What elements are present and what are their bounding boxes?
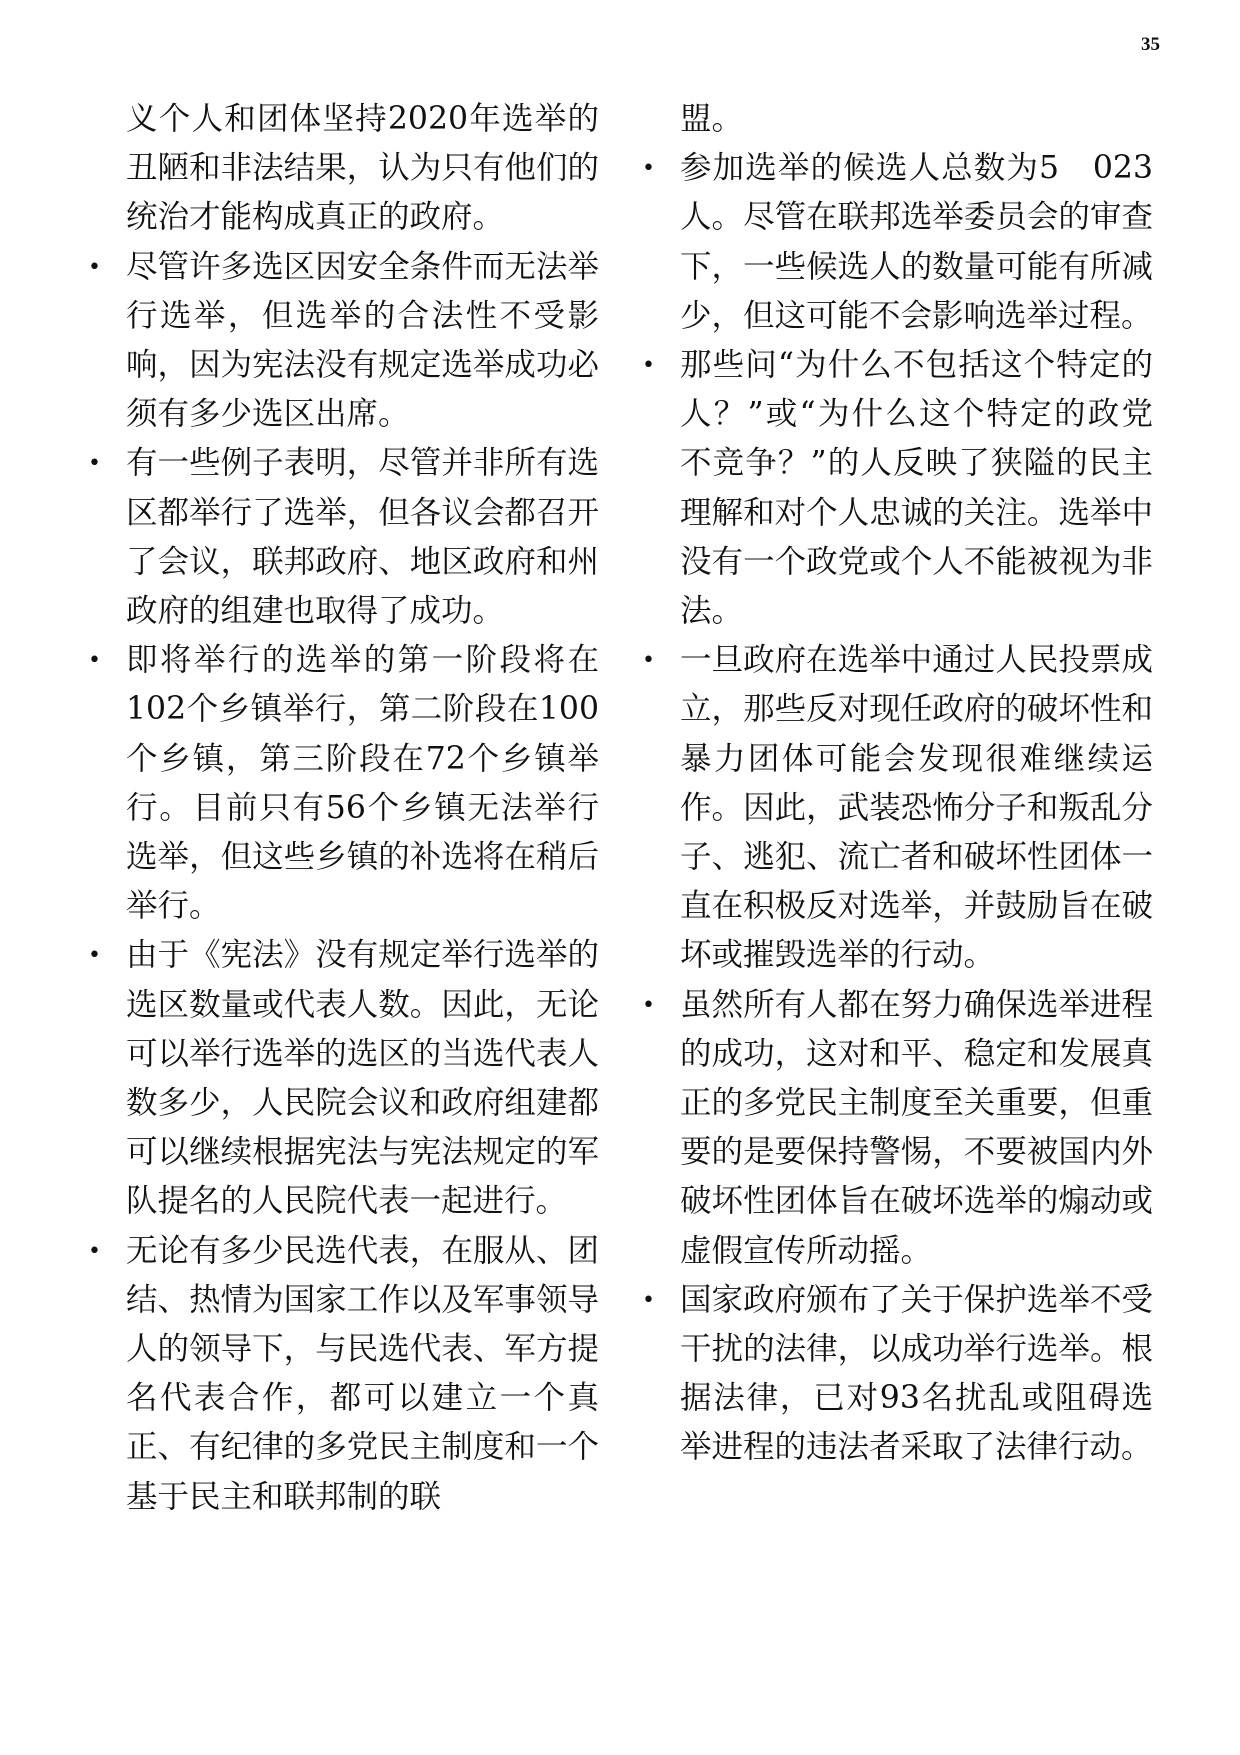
bullet-icon: •: [88, 648, 101, 674]
bullet-icon: •: [642, 648, 655, 674]
list-item: [642, 144, 1153, 341]
bullet-icon: •: [642, 1287, 655, 1313]
right-column: [642, 95, 1153, 1473]
list-item: [88, 439, 599, 636]
list-item: [642, 981, 1153, 1276]
list-item: [88, 931, 599, 1226]
list-item: [642, 636, 1153, 980]
list-item: [642, 1276, 1153, 1473]
list-item-text: 由于《宪法》没有规定举行选举的选区数量或代表人数。因此，无论可以举行选举的选区的当选代表人数多少，人民院会议和政府组建都可以继续根据宪法与宪法规定的军队提名的人民院代表一起进行。: [126, 937, 599, 1220]
list-item-text: 有一些例子表明，尽管并非所有选区都举行了选举，但各议会都召开了会议，联邦政府、地区政府和州政府的组建也取得了成功。: [126, 445, 599, 630]
list-item-text: 虽然所有人都在努力确保选举进程的成功，这对和平、稳定和发展真正的多党民主制度至关重要，但重要的是要保持警惕，不要被国内外破坏性团体旨在破坏选举的煽动或虚假宣传所动摇。: [680, 986, 1153, 1269]
bullet-icon: •: [88, 943, 101, 969]
bullet-icon: •: [88, 1238, 101, 1264]
list-item-text: 即将举行的选举的第一阶段将在102个乡镇举行，第二阶段在100个乡镇，第三阶段在72个乡镇举行。目前只有56个乡镇无法举行选举，但这些乡镇的补选将在稍后举行。: [126, 642, 599, 925]
list-item-text: 那些问“为什么不包括这个特定的人？”或“为什么这个特定的政党不竞争？”的人反映了狭隘的民主理解和对个人忠诚的关注。选举中没有一个政党或个人不能被视为非法。: [680, 347, 1153, 630]
list-item: [88, 243, 599, 440]
left-column: [88, 95, 599, 1522]
list-item-text: 国家政府颁布了关于保护选举不受干扰的法律，以成功举行选举。根据法律，已对93名扰乱或阻碍选举进程的违法者采取了法律行动。: [680, 1281, 1153, 1466]
list-item: [88, 1227, 599, 1522]
list-item-text: 参加选举的候选人总数为5 023人。尽管在联邦选举委员会的审查下，一些候选人的数量可能有所减少，但这可能不会影响选举过程。: [680, 150, 1153, 334]
list-item: [642, 341, 1153, 636]
bullet-icon: •: [642, 353, 655, 379]
list-item-text: 尽管许多选区因安全条件而无法举行选举，但选举的合法性不受影响，因为宪法没有规定选举成功必须有多少选区出席。: [126, 248, 599, 433]
continuation-paragraph: 义个人和团体坚持2020年选举的丑陋和非法结果，认为只有他们的统治才能构成真正的政府。: [126, 101, 599, 236]
page-number: 35: [1141, 34, 1160, 55]
list-item-text: 一旦政府在选举中通过人民投票成立，那些反对现任政府的破坏性和暴力团体可能会发现很难继续运作。因此，武装恐怖分子和叛乱分子、逃犯、流亡者和破坏性团体一直在积极反对选举，并鼓励旨在破坏或摧毁选举的行动。: [680, 642, 1153, 974]
continuation-paragraph: 盟。: [680, 101, 744, 137]
list-item-text: 无论有多少民选代表，在服从、团结、热情为国家工作以及军事领导人的领导下，与民选代表、军方提名代表合作，都可以建立一个真正、有纪律的多党民主制度和一个基于民主和联邦制的联: [126, 1232, 599, 1515]
bullet-icon: •: [642, 156, 655, 182]
list-item: [88, 636, 599, 931]
bullet-icon: •: [88, 254, 101, 280]
bullet-icon: •: [642, 992, 655, 1018]
bullet-icon: •: [88, 451, 101, 477]
